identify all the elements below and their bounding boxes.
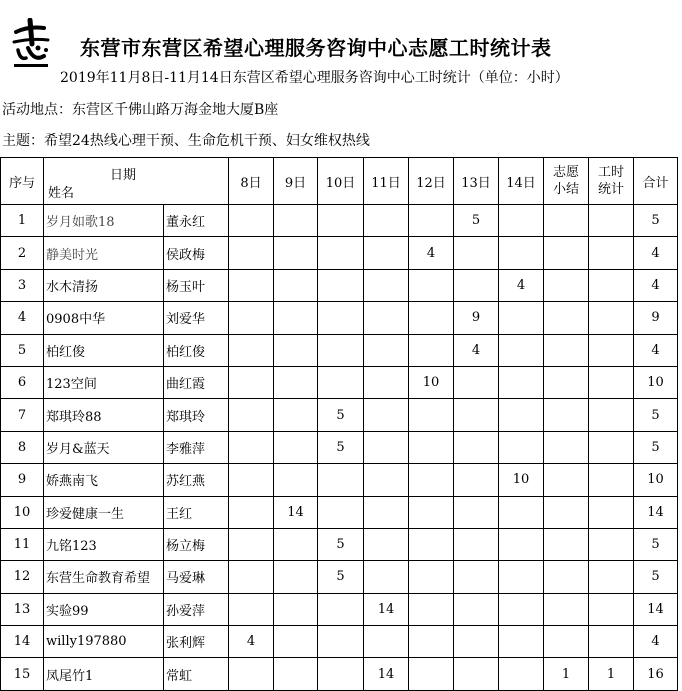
row-day-hours	[364, 626, 409, 658]
row-day-hours	[409, 302, 454, 334]
row-stats: 1	[589, 658, 634, 690]
row-day-hours	[274, 269, 318, 301]
row-day-hours	[274, 464, 318, 496]
row-day-hours: 14	[364, 658, 409, 690]
row-summary	[544, 496, 589, 528]
activity-location: 活动地点：东营区千佛山路万海金地大厦B座	[2, 102, 279, 118]
header-total: 合计	[634, 158, 678, 205]
row-day-hours	[318, 237, 364, 269]
row-nickname: 凤尾竹1	[44, 658, 164, 690]
table-body	[1, 205, 678, 691]
row-day-hours	[229, 464, 274, 496]
row-day-hours	[229, 431, 274, 463]
row-day-hours	[274, 528, 318, 560]
row-day-hours	[454, 528, 499, 560]
row-day-hours	[229, 237, 274, 269]
row-day-hours	[318, 269, 364, 301]
row-index: 12	[1, 561, 44, 593]
row-day-hours	[364, 302, 409, 334]
row-name: 柏红俊	[164, 334, 229, 366]
row-day-hours: 5	[318, 528, 364, 560]
row-stats	[589, 237, 634, 269]
header-day: 8日	[229, 158, 274, 205]
page-subtitle: 2019年11月8日-11月14日东营区希望心理服务咨询中心工时统计（单位：小时）	[60, 70, 569, 86]
table-row	[1, 593, 678, 625]
row-stats	[589, 431, 634, 463]
table-row	[1, 464, 678, 496]
row-day-hours	[274, 399, 318, 431]
row-day-hours: 10	[409, 366, 454, 398]
table-row	[1, 626, 678, 658]
row-day-hours: 5	[318, 561, 364, 593]
row-day-hours	[454, 399, 499, 431]
row-day-hours	[499, 528, 544, 560]
row-nickname: 123空间	[44, 366, 164, 398]
row-summary	[544, 528, 589, 560]
row-index: 14	[1, 626, 44, 658]
row-day-hours	[364, 366, 409, 398]
header-stats-line: 工时	[597, 165, 624, 180]
header-date-name	[44, 158, 229, 205]
row-day-hours	[318, 658, 364, 690]
row-index: 10	[1, 496, 44, 528]
row-index: 2	[1, 237, 44, 269]
row-day-hours	[274, 205, 318, 237]
row-total: 14	[634, 593, 678, 625]
hours-table	[0, 157, 678, 691]
table-row	[1, 205, 678, 237]
row-day-hours	[454, 431, 499, 463]
row-day-hours	[274, 302, 318, 334]
row-nickname: 东营生命教育希望	[44, 561, 164, 593]
row-index: 3	[1, 269, 44, 301]
row-day-hours	[499, 658, 544, 690]
row-day-hours	[318, 464, 364, 496]
row-day-hours	[409, 626, 454, 658]
row-name: 马爱琳	[164, 561, 229, 593]
row-stats	[589, 593, 634, 625]
row-name: 孙爱萍	[164, 593, 229, 625]
row-day-hours	[364, 561, 409, 593]
row-nickname: 郑琪玲88	[44, 399, 164, 431]
row-day-hours	[318, 366, 364, 398]
row-nickname: 九铭123	[44, 528, 164, 560]
row-stats	[589, 528, 634, 560]
row-total: 10	[634, 366, 678, 398]
row-day-hours: 9	[454, 302, 499, 334]
row-day-hours	[318, 593, 364, 625]
row-summary	[544, 464, 589, 496]
row-day-hours	[499, 302, 544, 334]
row-total: 5	[634, 431, 678, 463]
row-day-hours: 14	[364, 593, 409, 625]
row-day-hours: 10	[499, 464, 544, 496]
row-day-hours	[274, 431, 318, 463]
row-name: 杨玉叶	[164, 269, 229, 301]
row-day-hours	[274, 626, 318, 658]
row-day-hours	[274, 561, 318, 593]
row-day-hours	[229, 366, 274, 398]
row-day-hours	[454, 561, 499, 593]
row-total: 4	[634, 334, 678, 366]
row-day-hours	[409, 561, 454, 593]
volunteer-logo-icon	[10, 18, 52, 70]
row-day-hours: 5	[318, 399, 364, 431]
row-day-hours: 4	[409, 237, 454, 269]
row-day-hours: 14	[274, 496, 318, 528]
row-day-hours	[364, 237, 409, 269]
table-row	[1, 658, 678, 690]
row-day-hours	[499, 593, 544, 625]
header-stats-line: 统计	[597, 182, 624, 197]
table-row	[1, 528, 678, 560]
row-summary	[544, 334, 589, 366]
row-stats	[589, 302, 634, 334]
row-day-hours	[499, 626, 544, 658]
row-nickname: 静美时光	[44, 237, 164, 269]
row-day-hours	[454, 269, 499, 301]
row-day-hours	[409, 528, 454, 560]
row-index: 13	[1, 593, 44, 625]
row-day-hours	[409, 431, 454, 463]
row-nickname: 岁月如歌18	[44, 205, 164, 237]
row-day-hours	[499, 205, 544, 237]
row-day-hours	[409, 593, 454, 625]
row-day-hours	[229, 399, 274, 431]
row-total: 5	[634, 561, 678, 593]
row-nickname: 珍爱健康一生	[44, 496, 164, 528]
row-stats	[589, 464, 634, 496]
row-name: 刘爱华	[164, 302, 229, 334]
header-index: 序与	[1, 158, 44, 205]
row-day-hours	[364, 399, 409, 431]
table-row	[1, 431, 678, 463]
table-row	[1, 399, 678, 431]
page-title: 东营市东营区希望心理服务咨询中心志愿工时统计表	[80, 36, 552, 60]
row-total: 4	[634, 626, 678, 658]
row-name: 常虹	[164, 658, 229, 690]
row-day-hours	[274, 334, 318, 366]
row-day-hours	[318, 205, 364, 237]
row-index: 8	[1, 431, 44, 463]
row-index: 5	[1, 334, 44, 366]
header-day: 12日	[409, 158, 454, 205]
row-summary	[544, 302, 589, 334]
row-day-hours	[409, 269, 454, 301]
row-name: 张利辉	[164, 626, 229, 658]
header-day: 11日	[364, 158, 409, 205]
row-day-hours	[499, 334, 544, 366]
row-day-hours	[499, 399, 544, 431]
row-summary	[544, 626, 589, 658]
header-summary-line: 志愿	[552, 165, 579, 180]
row-total: 9	[634, 302, 678, 334]
header-name: 姓名	[48, 186, 75, 201]
row-day-hours	[499, 496, 544, 528]
row-stats	[589, 205, 634, 237]
row-name: 李雅萍	[164, 431, 229, 463]
row-summary	[544, 561, 589, 593]
header-day: 10日	[318, 158, 364, 205]
row-total: 5	[634, 205, 678, 237]
row-day-hours	[274, 593, 318, 625]
row-name: 苏红燕	[164, 464, 229, 496]
row-day-hours	[274, 237, 318, 269]
row-name: 董永红	[164, 205, 229, 237]
row-name: 郑琪玲	[164, 399, 229, 431]
row-day-hours	[499, 561, 544, 593]
row-day-hours	[364, 496, 409, 528]
row-nickname: 0908中华	[44, 302, 164, 334]
row-day-hours	[499, 237, 544, 269]
row-day-hours	[454, 237, 499, 269]
table-row	[1, 496, 678, 528]
row-index: 9	[1, 464, 44, 496]
row-index: 11	[1, 528, 44, 560]
header-stats	[589, 158, 634, 205]
row-day-hours	[229, 496, 274, 528]
row-day-hours	[454, 366, 499, 398]
row-day-hours	[499, 431, 544, 463]
row-day-hours	[318, 334, 364, 366]
table-header-row	[1, 158, 678, 205]
row-day-hours	[274, 366, 318, 398]
row-stats	[589, 399, 634, 431]
row-nickname: 实验99	[44, 593, 164, 625]
activity-topic: 主题：希望24热线心理干预、生命危机干预、妇女维权热线	[2, 133, 370, 149]
table-row	[1, 334, 678, 366]
row-summary	[544, 205, 589, 237]
row-summary	[544, 269, 589, 301]
row-day-hours	[229, 269, 274, 301]
row-name: 王红	[164, 496, 229, 528]
row-summary	[544, 431, 589, 463]
row-day-hours	[364, 528, 409, 560]
row-summary	[544, 366, 589, 398]
table-row	[1, 269, 678, 301]
table-row	[1, 302, 678, 334]
row-total: 4	[634, 269, 678, 301]
row-stats	[589, 561, 634, 593]
row-summary: 1	[544, 658, 589, 690]
row-nickname: 岁月&蓝天	[44, 431, 164, 463]
header-summary	[544, 158, 589, 205]
row-day-hours	[409, 464, 454, 496]
header-day: 13日	[454, 158, 499, 205]
row-day-hours	[454, 464, 499, 496]
row-day-hours: 4	[499, 269, 544, 301]
row-day-hours: 5	[454, 205, 499, 237]
row-total: 5	[634, 528, 678, 560]
row-index: 15	[1, 658, 44, 690]
row-day-hours	[318, 626, 364, 658]
row-stats	[589, 269, 634, 301]
row-day-hours	[409, 205, 454, 237]
row-day-hours	[499, 366, 544, 398]
row-day-hours	[364, 205, 409, 237]
row-day-hours	[454, 496, 499, 528]
row-day-hours	[409, 399, 454, 431]
row-day-hours	[229, 302, 274, 334]
row-day-hours	[229, 561, 274, 593]
header-date: 日期	[110, 168, 137, 183]
row-day-hours: 4	[454, 334, 499, 366]
header-day: 9日	[274, 158, 318, 205]
row-index: 1	[1, 205, 44, 237]
row-day-hours	[454, 626, 499, 658]
row-total: 14	[634, 496, 678, 528]
row-day-hours	[229, 658, 274, 690]
row-index: 6	[1, 366, 44, 398]
row-total: 10	[634, 464, 678, 496]
row-total: 4	[634, 237, 678, 269]
row-day-hours	[274, 658, 318, 690]
row-name: 侯政梅	[164, 237, 229, 269]
row-summary	[544, 237, 589, 269]
row-day-hours	[409, 496, 454, 528]
row-day-hours	[364, 334, 409, 366]
table-row	[1, 561, 678, 593]
row-day-hours: 4	[229, 626, 274, 658]
row-day-hours	[409, 658, 454, 690]
row-nickname: 水木清扬	[44, 269, 164, 301]
row-day-hours: 5	[318, 431, 364, 463]
row-day-hours	[454, 593, 499, 625]
row-name: 杨立梅	[164, 528, 229, 560]
row-stats	[589, 496, 634, 528]
row-day-hours	[229, 593, 274, 625]
row-day-hours	[364, 269, 409, 301]
row-name: 曲红霞	[164, 366, 229, 398]
row-total: 16	[634, 658, 678, 690]
row-stats	[589, 366, 634, 398]
header-day: 14日	[499, 158, 544, 205]
row-day-hours	[229, 334, 274, 366]
table-row	[1, 237, 678, 269]
row-day-hours	[318, 302, 364, 334]
row-stats	[589, 626, 634, 658]
row-summary	[544, 593, 589, 625]
row-nickname: 柏红俊	[44, 334, 164, 366]
header-summary-line: 小结	[552, 182, 579, 197]
row-nickname: 娇燕南飞	[44, 464, 164, 496]
row-day-hours	[229, 205, 274, 237]
row-nickname: willy197880	[44, 626, 164, 658]
row-day-hours	[364, 464, 409, 496]
row-index: 7	[1, 399, 44, 431]
row-summary	[544, 399, 589, 431]
row-day-hours	[364, 431, 409, 463]
row-day-hours	[229, 528, 274, 560]
row-day-hours	[454, 658, 499, 690]
row-day-hours	[409, 334, 454, 366]
row-stats	[589, 334, 634, 366]
table-row	[1, 366, 678, 398]
row-day-hours	[318, 496, 364, 528]
row-index: 4	[1, 302, 44, 334]
row-total: 5	[634, 399, 678, 431]
